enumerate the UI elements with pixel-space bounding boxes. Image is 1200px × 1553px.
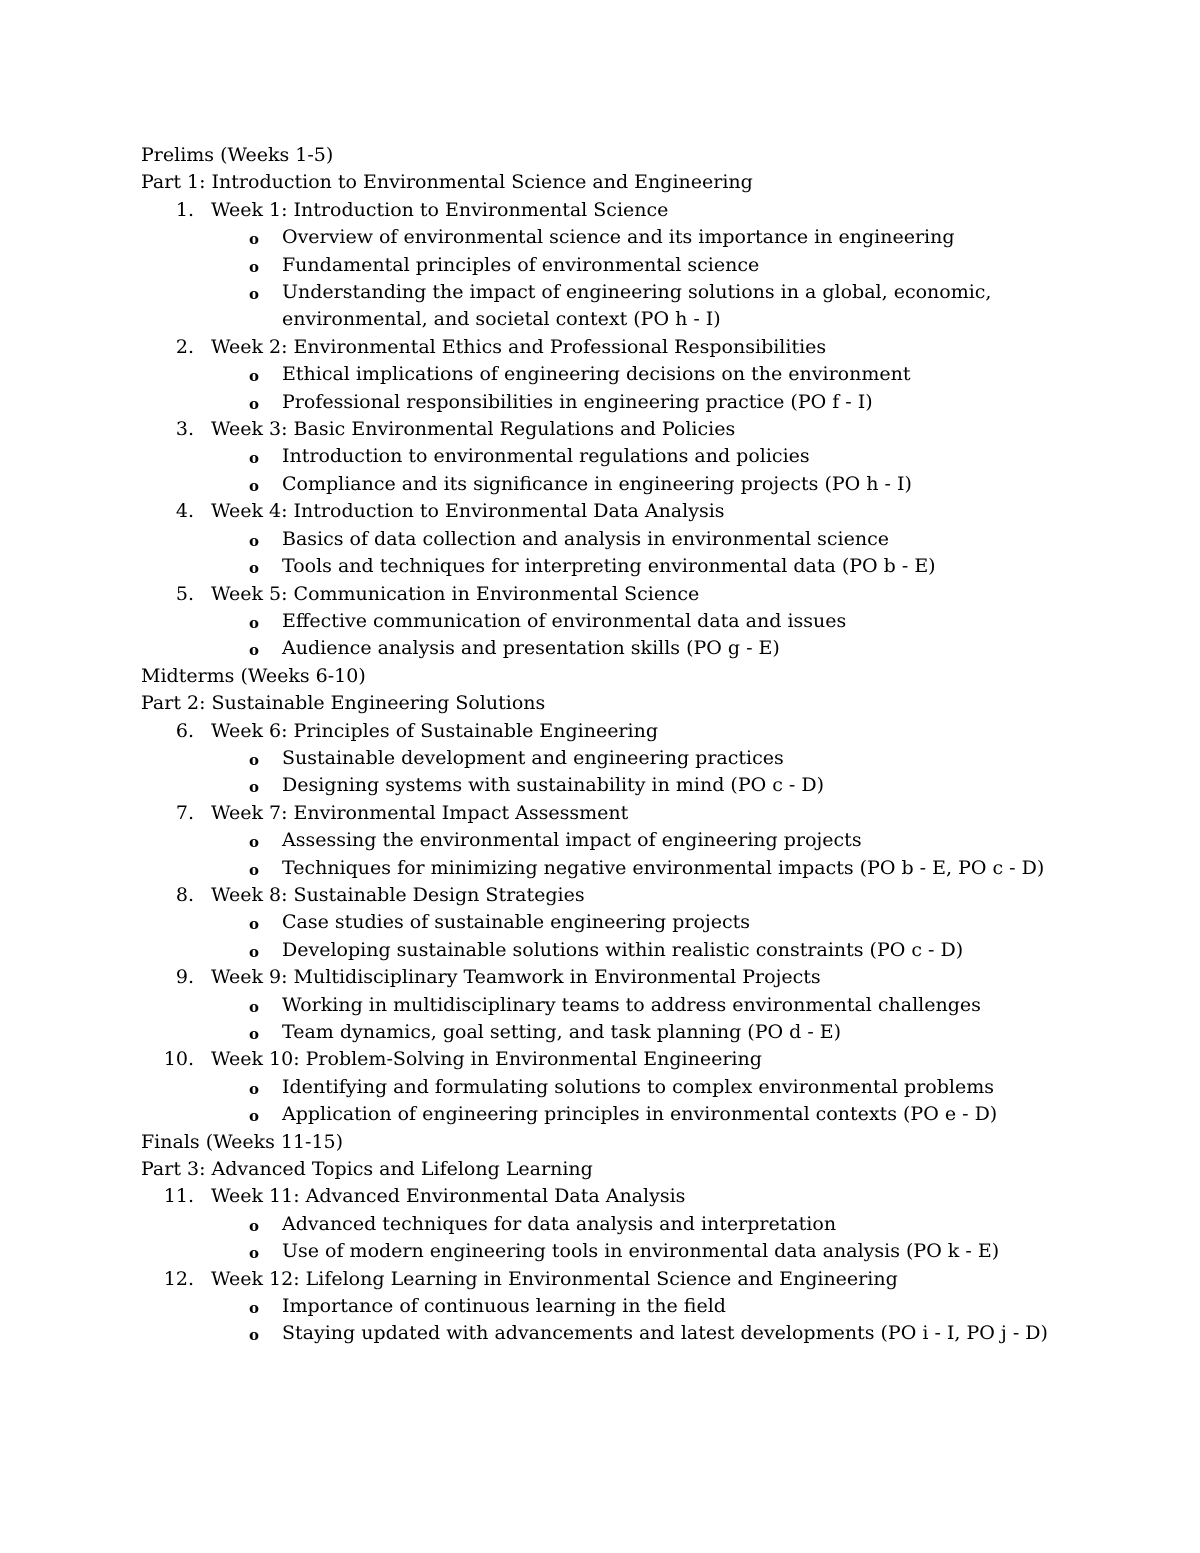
week-item (141, 1183, 1071, 1210)
bullet-icon: o (249, 559, 260, 578)
bullet-icon: o (249, 778, 260, 797)
topic-item (141, 279, 1057, 334)
bullet-icon: o (249, 641, 260, 660)
topic-item (141, 471, 1057, 498)
bullet-icon: o (249, 915, 260, 934)
topic-text: Assessing the environmental impact of engineering projects (282, 829, 862, 852)
topic-text: Overview of environmental science and its importance in engineering (282, 226, 955, 249)
bullet-icon: o (249, 230, 260, 249)
topic-text: Tools and techniques for interpreting environmental data (PO b - E) (282, 555, 936, 578)
topic-item (141, 1074, 1057, 1101)
topic-item (141, 1019, 1057, 1046)
topic-item (141, 526, 1057, 553)
week-title: Week 1: Introduction to Environmental Science (211, 198, 669, 221)
week-number: 1. (175, 198, 194, 221)
part-heading: Part 3: Advanced Topics and Lifelong Learning (141, 1158, 593, 1181)
term-heading: Midterms (Weeks 6-10) (141, 664, 366, 687)
bullet-icon: o (249, 833, 260, 852)
week-item (141, 718, 1071, 745)
week-item (141, 197, 1071, 224)
week-title: Week 10: Problem-Solving in Environmental Engineering (211, 1048, 762, 1071)
topic-item (141, 855, 1057, 882)
bullet-icon: o (249, 394, 260, 413)
part-heading: Part 1: Introduction to Environmental Science and Engineering (141, 171, 753, 194)
topic-item (141, 1238, 1057, 1265)
bullet-icon: o (249, 476, 260, 495)
week-title: Week 12: Lifelong Learning in Environmental Science and Engineering (211, 1267, 898, 1290)
week-number: 10. (163, 1048, 194, 1071)
bullet-icon: o (249, 1025, 260, 1043)
topic-text: Compliance and its significance in engineering projects (PO h - I) (282, 472, 912, 495)
topic-text: Fundamental principles of environmental science (282, 253, 760, 276)
week-title: Week 3: Basic Environmental Regulations and Policies (211, 418, 736, 441)
term-heading: Prelims (Weeks 1-5) (141, 144, 334, 166)
bullet-icon: o (249, 285, 260, 304)
topic-item (141, 992, 1057, 1019)
bullet-icon: o (249, 1244, 260, 1263)
topic-item (141, 224, 1057, 251)
topic-text: Understanding the impact of engineering solutions in a global, economic, environmental, and societal context (PO h - I) (282, 281, 992, 331)
topic-item (141, 443, 1057, 470)
topic-text: Ethical implications of engineering decisions on the environment (282, 363, 911, 386)
topic-text: Professional responsibilities in engineering practice (PO f - I) (282, 390, 873, 413)
bullet-icon: o (249, 1079, 260, 1098)
topic-item (141, 937, 1057, 964)
week-number: 7. (175, 801, 194, 824)
term-heading: Finals (Weeks 11-15) (141, 1130, 344, 1153)
document-body (141, 142, 1071, 1348)
bullet-icon: o (249, 860, 260, 879)
topic-item (141, 909, 1057, 936)
week-number: 8. (175, 883, 194, 906)
week-item (141, 581, 1071, 608)
week-title: Week 11: Advanced Environmental Data Analysis (211, 1185, 686, 1208)
week-number: 2. (175, 335, 194, 358)
topic-item (141, 1293, 1057, 1320)
topic-text: Introduction to environmental regulations and policies (282, 445, 810, 468)
topic-item (141, 772, 1057, 799)
bullet-icon: o (249, 257, 260, 276)
topic-text: Team dynamics, goal setting, and task planning (PO d - E) (282, 1021, 842, 1043)
bullet-icon: o (249, 1299, 260, 1318)
week-title: Week 8: Sustainable Design Strategies (211, 883, 585, 906)
week-number: 5. (175, 582, 194, 605)
topic-text: Audience analysis and presentation skills (PO g - E) (282, 637, 780, 660)
topic-text: Advanced techniques for data analysis and interpretation (282, 1212, 837, 1235)
topic-text: Application of engineering principles in environmental contexts (PO e - D) (282, 1103, 998, 1126)
topic-item (141, 252, 1057, 279)
topic-text: Staying updated with advancements and latest developments (PO i - I, PO j - D) (282, 1322, 1048, 1345)
bullet-icon: o (249, 1326, 260, 1345)
bullet-icon: o (249, 942, 260, 961)
bullet-icon: o (249, 613, 260, 632)
week-item (141, 498, 1071, 525)
topic-text: Effective communication of environmental data and issues (282, 609, 847, 632)
week-number: 6. (175, 719, 194, 742)
week-title: Week 6: Principles of Sustainable Engineering (211, 719, 658, 742)
topic-text: Importance of continuous learning in the field (282, 1295, 726, 1318)
week-item (141, 1266, 1071, 1293)
week-item (141, 800, 1071, 827)
bullet-icon: o (249, 1107, 260, 1126)
topic-item (141, 827, 1057, 854)
week-title: Week 9: Multidisciplinary Teamwork in Environmental Projects (211, 966, 821, 989)
week-number: 12. (163, 1267, 194, 1290)
week-item (141, 1046, 1071, 1073)
part-heading: Part 2: Sustainable Engineering Solutions (141, 692, 546, 715)
week-item (141, 334, 1071, 361)
topic-text: Sustainable development and engineering practices (282, 746, 784, 769)
week-title: Week 4: Introduction to Environmental Data Analysis (211, 500, 725, 523)
week-number: 3. (175, 418, 194, 441)
bullet-icon: o (249, 997, 260, 1016)
week-item (141, 416, 1071, 443)
topic-text: Developing sustainable solutions within realistic constraints (PO c - D) (282, 938, 964, 961)
bullet-icon: o (249, 750, 260, 769)
bullet-icon: o (249, 531, 260, 550)
topic-item (141, 389, 1057, 416)
topic-text: Use of modern engineering tools in environmental data analysis (PO k - E) (282, 1240, 1000, 1263)
week-number: 9. (175, 966, 194, 989)
bullet-icon: o (249, 1216, 260, 1235)
topic-item (141, 1211, 1057, 1238)
week-title: Week 2: Environmental Ethics and Professional Responsibilities (211, 335, 827, 358)
topic-item (141, 745, 1057, 772)
topic-item (141, 608, 1057, 635)
topic-text: Identifying and formulating solutions to complex environmental problems (282, 1075, 994, 1098)
topic-item (141, 553, 1057, 580)
bullet-icon: o (249, 449, 260, 468)
week-number: 4. (175, 500, 194, 523)
week-item (141, 882, 1071, 909)
topic-text: Working in multidisciplinary teams to address environmental challenges (282, 993, 981, 1016)
topic-item (141, 1320, 1057, 1347)
topic-text: Basics of data collection and analysis in environmental science (282, 527, 889, 550)
bullet-icon: o (249, 367, 260, 386)
topic-item (141, 635, 1057, 662)
topic-text: Designing systems with sustainability in mind (PO c - D) (282, 774, 825, 797)
week-title: Week 7: Environmental Impact Assessment (211, 801, 629, 824)
week-item (141, 964, 1071, 991)
topic-item (141, 1101, 1057, 1128)
topic-item (141, 361, 1057, 388)
topic-text: Case studies of sustainable engineering projects (282, 911, 751, 934)
topic-text: Techniques for minimizing negative environmental impacts (PO b - E, PO c - D) (282, 856, 1045, 879)
week-title: Week 5: Communication in Environmental Science (211, 582, 700, 605)
week-number: 11. (163, 1185, 194, 1208)
